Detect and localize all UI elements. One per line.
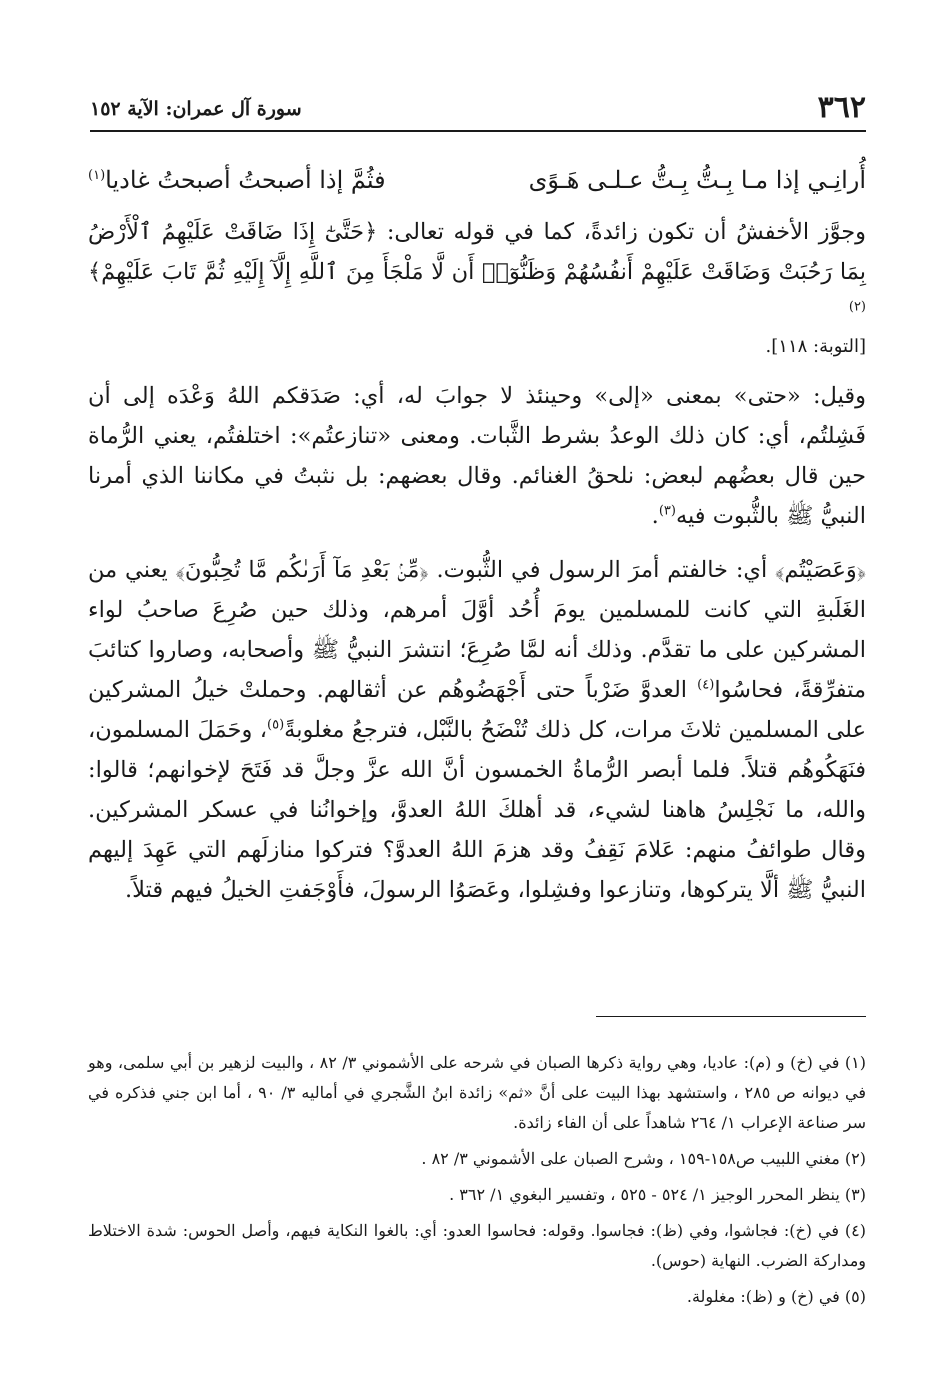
verse-second-hemistich (88, 160, 386, 204)
paragraph-wa-asaytum-part-c: ، وحَمَلَ المسلمون، فنَهَكُوهُم قتلاً. فلما أبصر الرُّماةُ الخمسون أنَّ الله عزَّ وجلَّ قد فَتَحَ لإخوانهم؛ قالوا: والله، ما نَجْلِسُ هاهنا لشيء، قد أهلكَ اللهُ العدوَّ، وإخوانُنا في عسكر المشركين. وقال طوائفُ منهم: عَلامَ نَقِفُ وقد هزمَ اللهُ العدوَّ؟ فتركوا منازلَهم التي عَهِدَ إليهم النبيُّ ﷺ ألَّا يتركوها، وتنازعوا وفشِلوا، وعَصَوُا الرسولَ، فأَوْجَفتِ الخيلُ فيهم قتلاً. (88, 717, 866, 903)
footnote-marker-3: (٣) (658, 503, 676, 519)
footnote: (٥) في (خ) و (ظ): مغلولة. (686, 1287, 866, 1306)
paragraph-wa-asaytum-part-a: ﴿وَعَصَيْتُم﴾ أي: خالفتم أمرَ الرسول في الثُّبوت. ﴿مِّنۢ بَعْدِ مَآ أَرَىٰكُم مَّا تُحِبُّونَ﴾ يعني من الغَلَبةِ التي كانت للمسلمين يومَ أُحُد أوَّلَ أمرهم، وذلك حين صُرِعَ صاحبُ لواء المشركين على ما تقدَّم. وذلك أنه لمَّا صُرِعَ؛ انتشرَ النبيُّ ﷺ وأصحابه، وصاروا كتائبَ متفرِّقةً، فحاسُوا (88, 557, 867, 703)
footnote: (٣) ينظر المحرر الوجيز ١/ ٥٢٤ - ٥٢٥ ، وتفسير البغوي ١/ ٣٦٢ . (449, 1185, 866, 1204)
paragraph-hatta-text: وقيل: «حتى» بمعنى «إلى» وحينئذ لا جوابَ له، أي: صَدَقكم اللهُ وَعْدَه إلى أن فَشِلتُم، أي: كان ذلك الوعدُ بشرط الثَّبات. ومعنى «تنازعتُم»: اختلفتُم، يعني الرُّماة حين قال بعضُهم لبعض: نلحقُ الغنائم. وقال بعضهم: بل نثبتُ في مكاننا الذي أمرنا النبيُّ ﷺ بالثُّبوت فيه (88, 383, 866, 529)
running-title: سورة آل عمران: الآية ١٥٢ (90, 98, 302, 120)
footnote: (٤) في (خ): فجاشوا، وفي (ظ): فجاسوا. وقوله: فحاسوا العدو: أي: بالغوا النكاية فيهم، وأصل الحوس: شدة الاختلاط ومداركة الضرب. النهاية (حوس). (88, 1221, 866, 1270)
paragraph-wa-asaytum (88, 550, 866, 910)
verse-first-hemistich (529, 160, 866, 204)
paragraph-akhfash (88, 212, 866, 332)
footnote-marker-2: (٢) (848, 299, 866, 315)
verse-second-hemistich-text: فثُمَّ إذا أصبحتُ أصبحتُ غاديا (105, 166, 386, 194)
paragraph-hatta (88, 376, 866, 536)
footnotes (88, 1048, 866, 1318)
footnote-marker-1: (١) (88, 168, 106, 183)
footnote-marker-5: (٥) (267, 717, 285, 733)
footnote-marker-4: (٤) (697, 677, 715, 693)
page-header (90, 88, 866, 132)
verse-first-hemistich-text: أُرانِـي إذا مـا بِـتُّ بِـتُّ عـلـى هَـوًى (528, 166, 866, 194)
quran-reference: [التوبة: ١١٨]. (765, 336, 866, 357)
footnote-divider (596, 1016, 866, 1017)
footnote: (١) في (خ) و (م): عاديا، وهي رواية ذكرها الصبان في شرحه على الأشموني ٣/ ٨٢ ، والبيت لزهير بن أبي سلمى، وهو في ديوانه ص ٢٨٥ ، واستشهد بهذا البيت على أنَّ «ثم» زائدة ابنُ الشَّجري في أماليه ٣/ ٩٠ ، أما ابن جني فذكره في سر صناعة الإعراب ١/ ٢٦٤ شاهداً على أن الفاء زائدة. (88, 1053, 867, 1132)
paragraph-akhfash-text: وجوَّز الأخفشُ أن تكون زائدةً، كما في قوله تعالى: ﴿حَتَّىٰٓ إِذَا ضَاقَتْ عَلَيْهِمُ ٱلْأَرْضُ بِمَا رَحُبَتْ وَضَاقَتْ عَلَيْهِمْ أَنفُسُهُمْ وَظَنُّوٓا۟ أَن لَّا مَلْجَأَ مِنَ ٱللَّهِ إِلَّآ إِلَيْهِ ثُمَّ تَابَ عَلَيْهِمْ﴾ (88, 219, 866, 285)
main-text (88, 160, 866, 910)
paragraph-hatta-end: . (651, 503, 659, 529)
page-number: ٣٦٢ (817, 90, 866, 125)
poetry-verse (88, 160, 866, 204)
footnote: (٢) مغني اللبيب ص١٥٨-١٥٩ ، وشرح الصبان على الأشموني ٣/ ٨٢ . (421, 1149, 866, 1168)
paragraph-wa-asaytum-part-b: العدوَّ ضَرْباً حتى أَجْهَضُوهُم عن أثقالهم. وحملتْ خيلُ المشركين على المسلمين ثلاثَ مرات، كل ذلك تُنْضَحُ بالنَّبْل، فترجعُ مغلوبةً (88, 677, 866, 743)
